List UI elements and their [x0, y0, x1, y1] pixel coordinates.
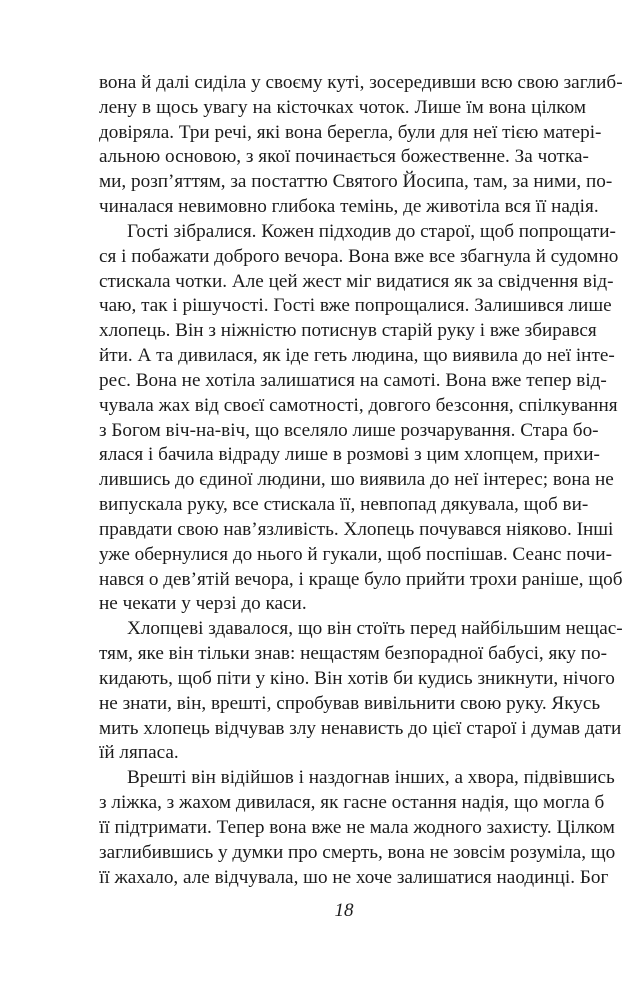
text-line: ся і побажати доброго вечора. Вона вже все збагнула й судомно [99, 245, 619, 267]
paragraph-1 [99, 71, 623, 220]
text-line: випускала руку, все стискала її, невпопад дякувала, щоб ви- [99, 494, 589, 516]
text-line: не чекати у черзі до каси. [99, 593, 307, 615]
text-line: Хлопцеві здавалося, що він стоїть перед найбільшим нещас- [127, 618, 623, 640]
text-line: чиналася невимовно глибока темінь, де животіла вся її надія. [99, 196, 599, 218]
text-line: мить хлопець відчував злу ненависть до цієї старої і думав дати [99, 717, 622, 739]
text-line: з ліжка, з жахом дивилася, як гасне остання надія, що могла б [99, 792, 605, 814]
text-line: стискала чотки. Але цей жест міг видатися як за свідчення від- [99, 270, 614, 292]
text-line: вона й далі сиділа у своєму куті, зосередивши всю свою заглиб- [99, 72, 623, 93]
text-line: Врешті він відійшов і наздогнав інших, а хвора, підвівшись [127, 767, 615, 789]
text-line: хлопець. Він з ніжністю потиснув старій руку і вже збирався [99, 320, 597, 342]
text-line: Гості зібралися. Кожен підходив до старої, щоб попрощати- [127, 220, 616, 242]
text-line: її підтримати. Тепер вона вже не мала жодного захисту. Цілком [99, 816, 615, 838]
paragraph-2 [99, 220, 623, 617]
text-line: чаю, так і рішучості. Гості вже попрощалися. Залишився лише [99, 295, 612, 317]
text-line: лену в щось увагу на кісточках чоток. Лише їм вона цілком [99, 96, 586, 118]
paragraph-4 [99, 766, 616, 890]
text-line: альною основою, з якої починається божественне. За чотка- [99, 146, 589, 168]
text-line: уже обернулися до нього й гукали, щоб поспішав. Сеанс почи- [99, 543, 612, 565]
text-line: з Богом віч-на-віч, що вселяло лише розчарування. Стара бо- [99, 419, 599, 441]
text-line: заглибившись у думки про смерть, вона не зовсім розуміла, що [99, 841, 616, 863]
text-line: ми, розп’яттям, за постаттю Святого Йосипа, там, за ними, по- [99, 171, 613, 193]
text-line: довіряла. Три речі, які вона берегла, були для неї тією матері- [99, 121, 602, 143]
text-line: чувала жах від своєї самотності, довгого безсоння, спілкування [99, 394, 618, 416]
text-line: лившись до єдиної людини, шо виявила до неї інтерес; вона не [99, 469, 614, 491]
text-line: їй ляпаса. [99, 742, 179, 764]
text-line: її жахало, але відчувала, шо не хоче залишатися наодинці. Бог [99, 866, 609, 888]
text-line: рес. Вона не хотіла залишатися на самоті. Вона вже тепер від- [99, 369, 607, 391]
text-line: йти. А та дивилася, як іде геть людина, що виявила до неї інте- [99, 345, 615, 367]
text-line: правдати свою нав’язливість. Хлопець почувався ніяково. Інші [99, 518, 614, 540]
text-line: кидають, щоб піти у кіно. Він хотів би кудись зникнути, нічого [99, 667, 615, 689]
text-line: нався о дев’ятій вечора, і краще було прийти трохи раніше, щоб [99, 568, 623, 590]
body-text [99, 71, 623, 890]
paragraph-3 [99, 617, 623, 766]
text-line: не знати, він, врешті, спробував вивільнити свою руку. Якусь [99, 692, 601, 714]
text-line: тям, яке він тільки знав: нещастям безпорадної бабусі, яку по- [99, 643, 608, 665]
text-line: ялася і бачила відраду лише в розмові з цим хлопцем, прихи- [99, 444, 600, 466]
page-number: 18 [334, 900, 354, 921]
